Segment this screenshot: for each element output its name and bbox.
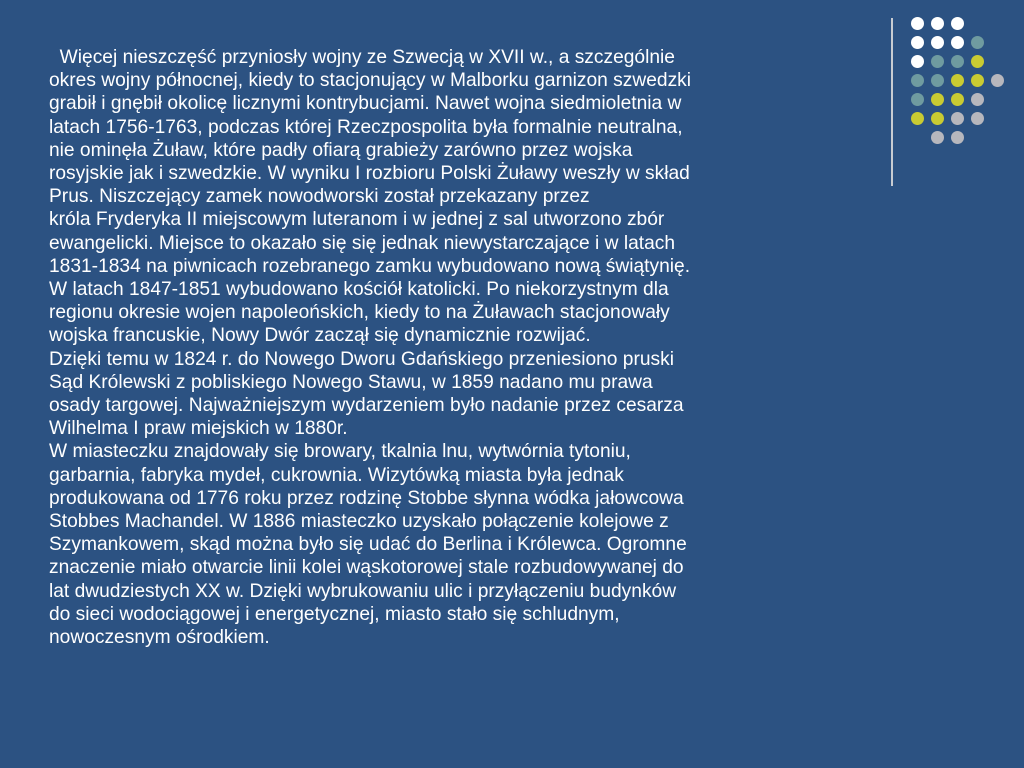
dot-teal [931, 55, 944, 68]
vertical-divider [891, 18, 893, 186]
dot-yellow [931, 112, 944, 125]
dot-yellow [951, 93, 964, 106]
dot-white [931, 17, 944, 30]
text-line: Szymankowem, skąd można było się udać do Berlina i Królewca. Ogromne [49, 534, 687, 556]
text-line: wojska francuskie, Nowy Dwór zaczął się dynamicznie rozwijać. [49, 325, 591, 347]
dot-gray [971, 93, 984, 106]
dot-gray [991, 74, 1004, 87]
dot-yellow [911, 112, 924, 125]
text-line: Więcej nieszczęść przyniosły wojny ze Szwecją w XVII w., a szczególnie [49, 47, 675, 68]
dot-gray [951, 112, 964, 125]
text-line: grabił i gnębił okolicę licznymi kontrybucjami. Nawet wojna siedmioletnia w [49, 93, 682, 115]
text-line: regionu okresie wojen napoleońskich, kiedy to na Żuławach stacjonowały [49, 302, 670, 324]
text-line: Dzięki temu w 1824 r. do Nowego Dworu Gdańskiego przeniesiono pruski [49, 348, 674, 370]
text-line: do sieci wodociągowej i energetycznej, miasto stało się schludnym, [49, 603, 620, 625]
text-line: W latach 1847-1851 wybudowano kościół katolicki. Po niekorzystnym dla [49, 279, 669, 301]
text-line: Wilhelma I praw miejskich w 1880r. [49, 418, 348, 440]
dot-white [951, 36, 964, 49]
text-line: króla Fryderyka II miejscowym luteranom i w jednej z sal utworzono zbór [49, 209, 665, 231]
dot-gray [971, 112, 984, 125]
text-line: znaczenie miało otwarcie linii kolei wąskotorowej stale rozbudowywanej do [49, 557, 684, 579]
dot-teal [911, 74, 924, 87]
text-line: Sąd Królewski z pobliskiego Nowego Stawu, w 1859 nadano mu prawa [49, 371, 653, 393]
text-line: nie ominęła Żuław, które padły ofiarą grabieży zarówno przez wojska [49, 139, 633, 161]
dot-yellow [971, 55, 984, 68]
text-line: ewangelicki. Miejsce to okazało się się jednak niewystarczające i w latach [49, 232, 676, 254]
text-line: Stobbes Machandel. W 1886 miasteczko uzyskało połączenie kolejowe z [49, 511, 669, 533]
text-line: okres wojny północnej, kiedy to stacjonujący w Malborku garnizon szwedzki [49, 70, 692, 92]
dot-yellow [931, 93, 944, 106]
dot-teal [951, 55, 964, 68]
dot-white [911, 55, 924, 68]
dot-white [911, 36, 924, 49]
text-line: produkowana od 1776 roku przez rodzinę Stobbe słynna wódka jałowcowa [49, 487, 684, 509]
text-line: W miasteczku znajdowały się browary, tkalnia lnu, wytwórnia tytoniu, [49, 441, 631, 463]
dot-yellow [971, 74, 984, 87]
dot-gray [931, 131, 944, 144]
text-line: rosyjskie jak i szwedzkie. W wyniku I rozbioru Polski Żuławy weszły w skład [49, 163, 690, 185]
dot-white [931, 36, 944, 49]
body-text [49, 46, 879, 649]
text-line: lat dwudziestych XX w. Dzięki wybrukowaniu ulic i przyłączeniu budynków [49, 580, 677, 602]
dot-white [951, 17, 964, 30]
text-line: garbarnia, fabryka mydeł, cukrownia. Wizytówką miasta była jednak [49, 464, 624, 486]
text-line: Prus. Niszczejący zamek nowodworski został przekazany przez [49, 186, 590, 208]
text-line: 1831-1834 na piwnicach rozebranego zamku wybudowano nową świątynię. [49, 255, 691, 277]
dot-gray [951, 131, 964, 144]
dot-teal [971, 36, 984, 49]
dot-teal [931, 74, 944, 87]
dot-white [911, 17, 924, 30]
text-line: osady targowej. Najważniejszym wydarzeniem było nadanie przez cesarza [49, 395, 684, 417]
text-line: nowoczesnym ośrodkiem. [49, 627, 270, 649]
dot-yellow [951, 74, 964, 87]
text-line: latach 1756-1763, podczas której Rzeczpospolita była formalnie neutralna, [49, 116, 683, 138]
dot-teal [911, 93, 924, 106]
